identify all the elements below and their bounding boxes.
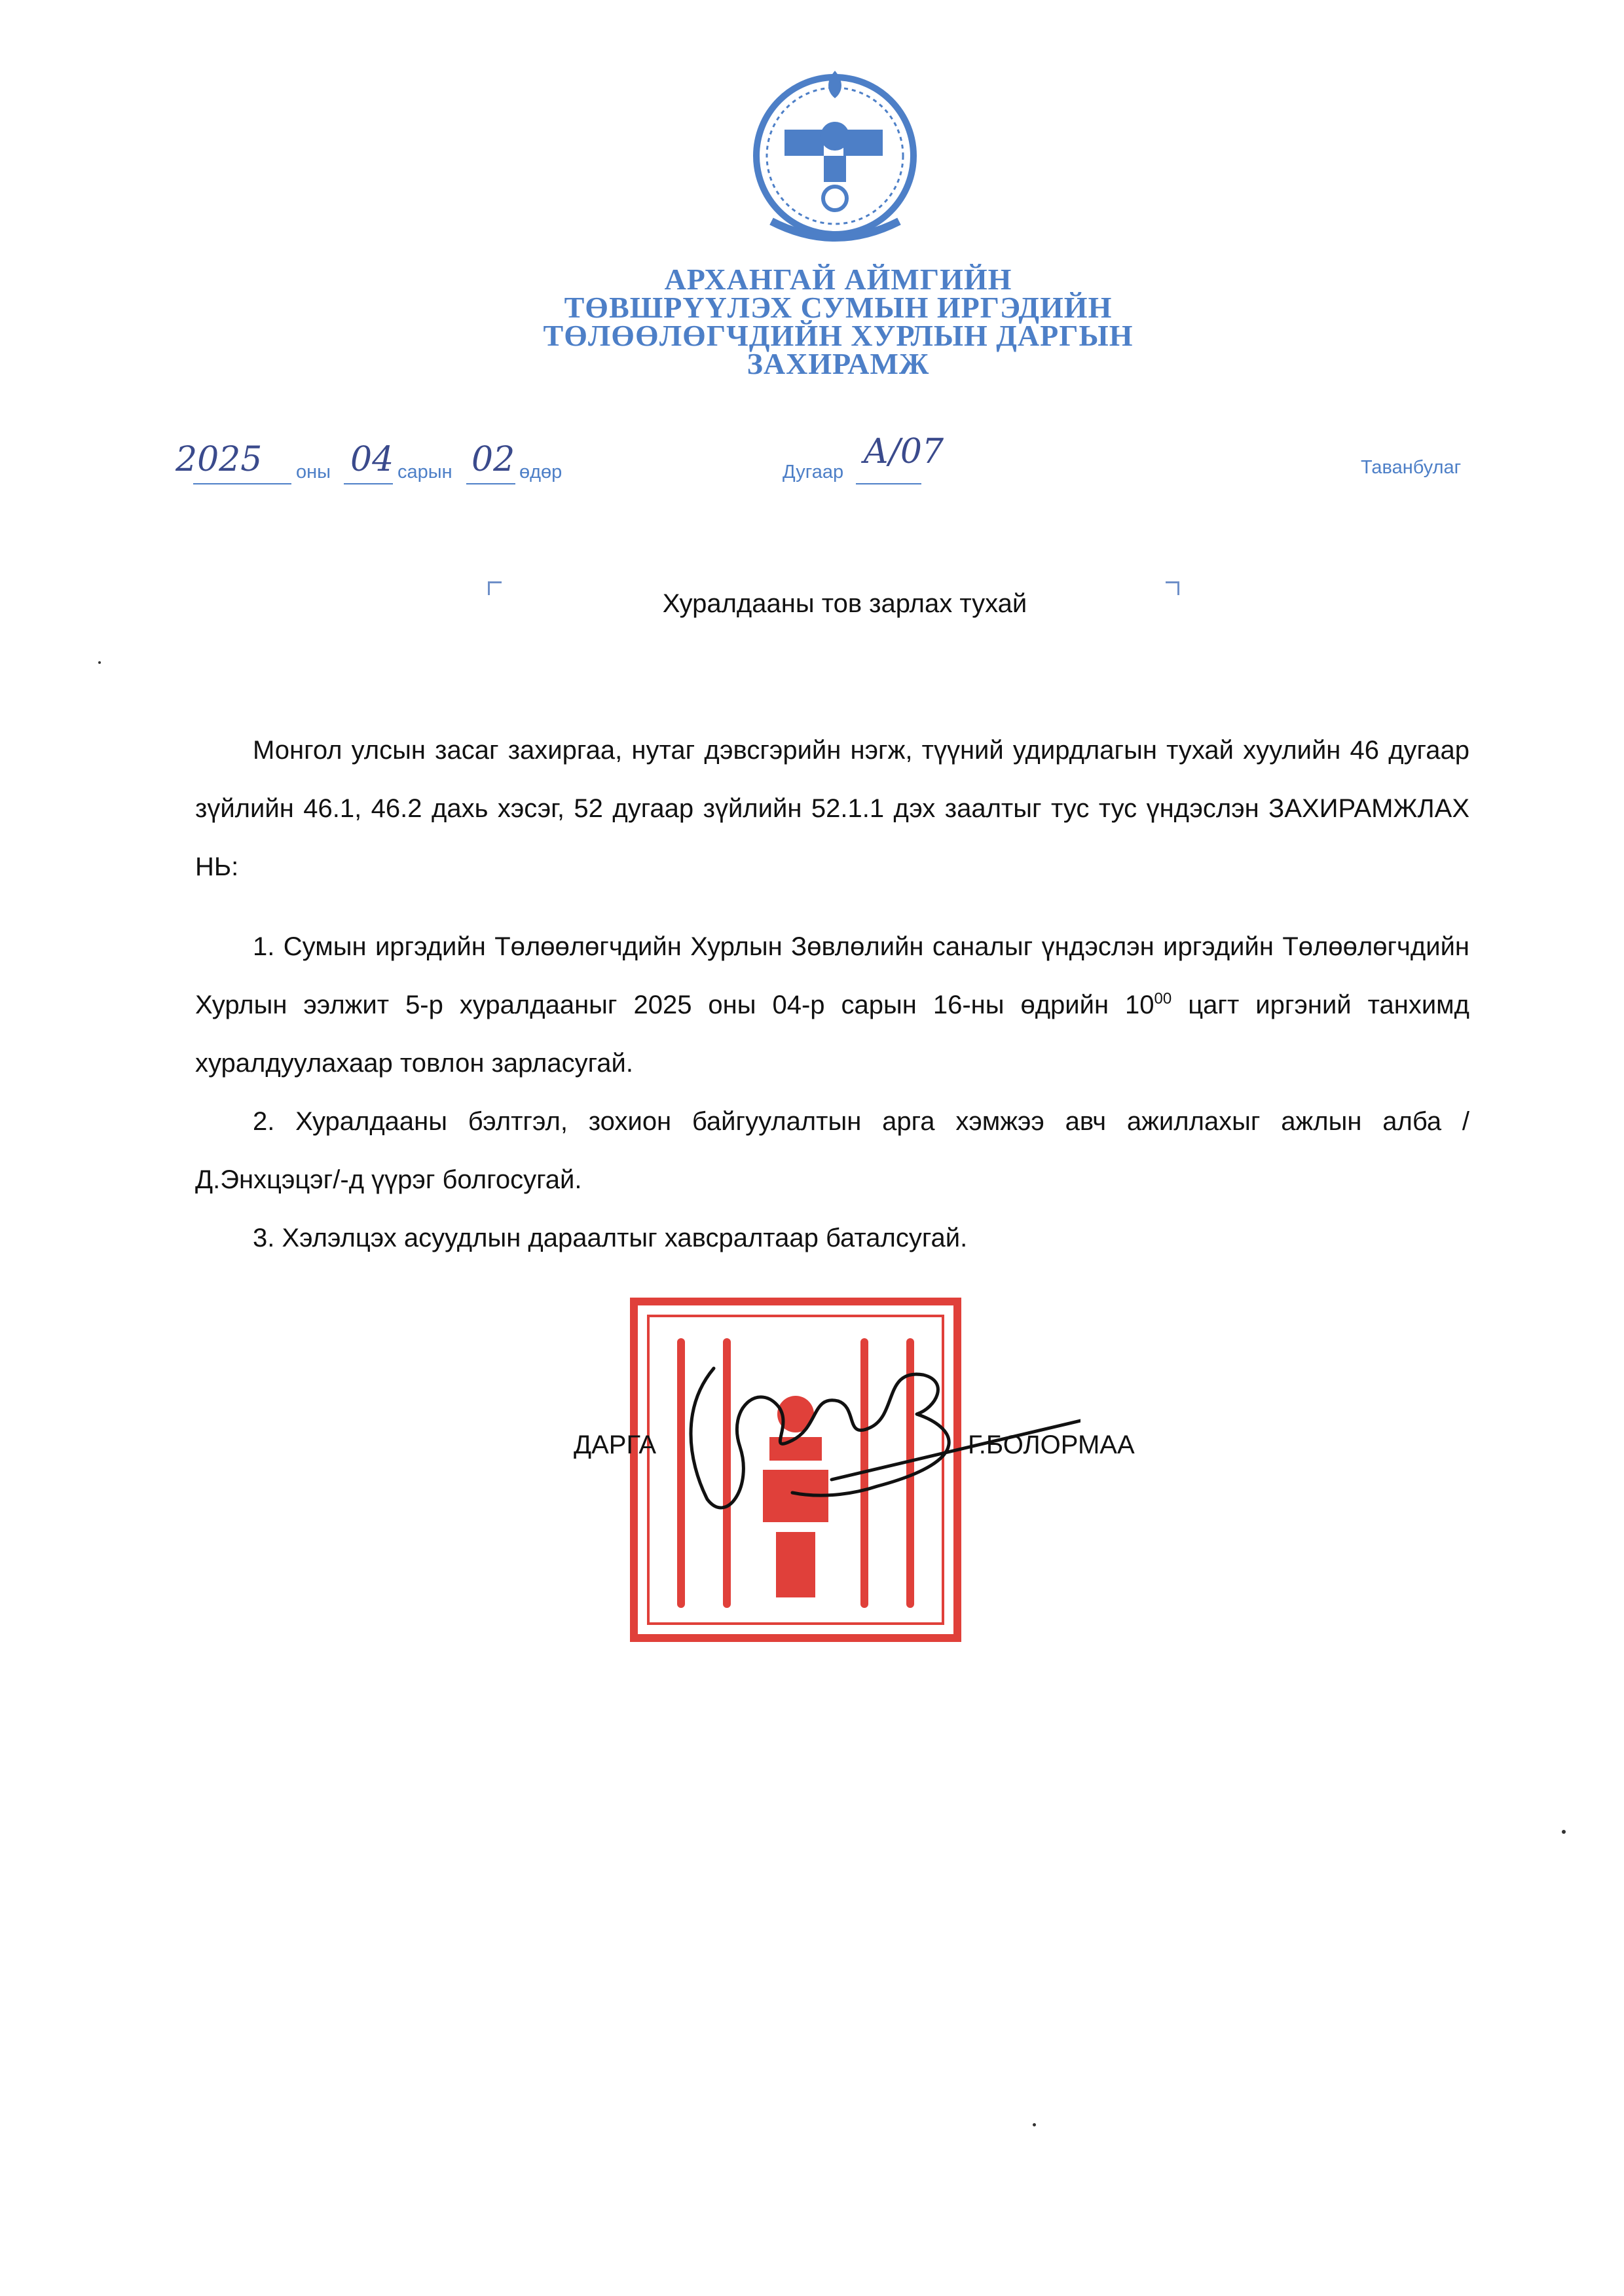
organization-header [458,265,1218,378]
month-suffix: сарын [397,462,452,483]
header-line-2: ТӨВШРҮҮЛЭХ СУМЫН ИРГЭДИЙН [564,291,1113,324]
document-title: Хуралдааны тов зарлах тухай [662,589,1027,618]
day-suffix: өдөр [519,462,563,483]
scan-speck [1033,2123,1036,2126]
header-line-3: ТӨЛӨӨЛӨГЧДИЙН ХУРЛЫН ДАРГЫН [543,319,1134,352]
header-line-4: ЗАХИРАМЖ [747,347,930,380]
decision-item-2: 2. Хуралдааны бэлтгэл, зохион байгуулалтын арга хэмжээ авч ажиллахыг ажлын алба /Д.Энхцэцэг/-д үүрэг болгосугай. [195,1107,1469,1194]
number-underline [856,483,921,484]
month-underline [344,483,393,484]
scan-speck [1562,1830,1566,1834]
number-label: Дугаар [783,462,844,483]
handwritten-signature [661,1329,1080,1525]
year-suffix: оны [296,462,331,483]
day-underline [466,483,515,484]
state-emblem-icon [745,58,925,247]
decision-item-1: 1. Сумын иргэдийн Төлөөлөгчдийн Хурлын Зөвлөлийн саналыг үндэслэн иргэдийн Төлөөлөгчдийн Хурлын ээлжит 5-р хуралдааныг 2025 оны 04-р сарын 16-ны өдрийн $10^{00}$ цагт иргэний танхимд хуралдуулахаар товлон зарласугай. [195,932,1469,1078]
intro-paragraph: Монгол улсын засаг захиргаа, нутаг дэвсгэрийн нэгж, түүний удирдлагын тухай хуулийн 46 дугаар зүйлийн 46.1, 46.2 дахь хэсэг, 52 дугаар зүйлийн 52.1.1 дэх заалтыг тус тус үндэслэн ЗАХИРАМЖЛАХ НЬ: [195,736,1469,881]
header-line-1: АРХАНГАЙ АЙМГИЙН [664,263,1012,296]
scan-speck [98,661,101,664]
decision-item-3: 3. Хэлэлцэх асуудлын дараалтыг хавсралтаар баталсугай. [253,1224,968,1252]
document-number: А/07 [863,432,944,471]
place-name: Таванбулаг [1361,457,1462,478]
date-day: 02 [471,440,515,479]
date-month: 04 [350,440,394,479]
signatory-position: ДАРГА [574,1430,657,1459]
year-underline [193,483,291,484]
signatory-name: Г.БОЛОРМАА [968,1430,1135,1459]
date-year: 2025 [175,440,263,479]
document-body [195,721,1469,1267]
